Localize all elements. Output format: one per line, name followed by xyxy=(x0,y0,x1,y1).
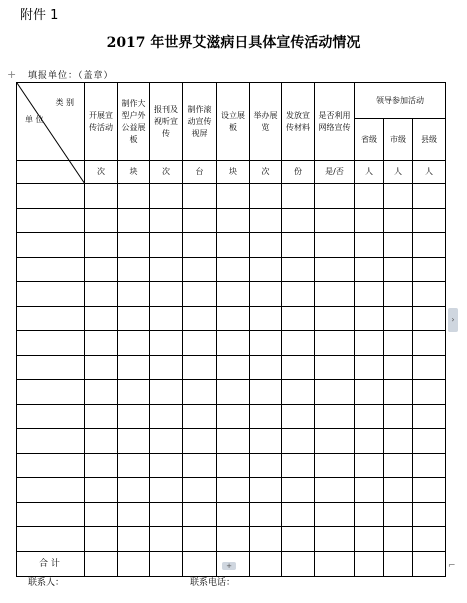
table-cell[interactable] xyxy=(17,380,85,405)
table-cell[interactable] xyxy=(413,502,446,527)
table-cell[interactable] xyxy=(150,429,183,454)
table-cell[interactable] xyxy=(85,380,118,405)
table-cell[interactable] xyxy=(413,257,446,282)
table-cell[interactable] xyxy=(282,453,315,478)
unit-cell: 次 xyxy=(85,161,118,184)
table-cell[interactable] xyxy=(17,429,85,454)
table-cell[interactable] xyxy=(250,380,282,405)
table-cell[interactable] xyxy=(150,331,183,356)
table-row xyxy=(17,233,446,258)
table-cell[interactable] xyxy=(384,306,413,331)
table-cell[interactable] xyxy=(315,331,355,356)
table-cell[interactable] xyxy=(384,282,413,307)
table-cell[interactable] xyxy=(250,282,282,307)
unit-cell: 块 xyxy=(217,161,250,184)
table-cell[interactable] xyxy=(150,306,183,331)
table-cell[interactable] xyxy=(282,429,315,454)
table-cell[interactable] xyxy=(315,282,355,307)
table-row xyxy=(17,429,446,454)
table-cell[interactable] xyxy=(355,478,384,503)
table-cell[interactable] xyxy=(150,453,183,478)
table-cell[interactable] xyxy=(355,331,384,356)
table-cell[interactable] xyxy=(150,355,183,380)
table-cell[interactable] xyxy=(150,551,183,576)
leader-group-header: 领导参加活动 xyxy=(355,83,446,119)
table-cell[interactable] xyxy=(315,453,355,478)
table-cell[interactable] xyxy=(315,208,355,233)
table-cell[interactable] xyxy=(315,380,355,405)
table-cell[interactable] xyxy=(118,257,150,282)
table-cell[interactable] xyxy=(282,478,315,503)
diagonal-line xyxy=(17,83,85,184)
table-cell[interactable] xyxy=(183,208,217,233)
contact-phone-label: 联系电话： xyxy=(190,578,236,588)
table-cell[interactable] xyxy=(315,257,355,282)
table-cell[interactable] xyxy=(17,527,85,552)
table-cell[interactable] xyxy=(17,208,85,233)
table-cell[interactable] xyxy=(17,184,85,209)
table-cell[interactable] xyxy=(118,208,150,233)
table-cell[interactable] xyxy=(355,355,384,380)
table-cell[interactable] xyxy=(413,306,446,331)
table-cell[interactable] xyxy=(85,306,118,331)
contact-person-label: 联系人： xyxy=(28,578,65,588)
table-cell[interactable] xyxy=(250,208,282,233)
table-cell[interactable] xyxy=(282,184,315,209)
table-cell[interactable] xyxy=(217,184,250,209)
table-cell[interactable] xyxy=(384,380,413,405)
table-cell[interactable] xyxy=(118,429,150,454)
table-cell[interactable] xyxy=(384,184,413,209)
table-cell[interactable] xyxy=(85,527,118,552)
table-cell[interactable] xyxy=(384,257,413,282)
document-title: 2017 年世界艾滋病日具体宣传活动情况 xyxy=(106,35,361,51)
table-cell[interactable] xyxy=(150,502,183,527)
table-cell[interactable] xyxy=(217,404,250,429)
table-cell[interactable] xyxy=(355,380,384,405)
table-cell[interactable] xyxy=(183,306,217,331)
table-cell[interactable] xyxy=(413,282,446,307)
unit-cell: 次 xyxy=(150,161,183,184)
table-cell[interactable] xyxy=(17,355,85,380)
table-cell[interactable] xyxy=(183,551,217,576)
attachment-label: 附件 1 xyxy=(20,8,59,23)
table-cell[interactable] xyxy=(250,551,282,576)
table-cell[interactable] xyxy=(384,453,413,478)
table-cell[interactable] xyxy=(217,233,250,258)
table-cell[interactable] xyxy=(384,527,413,552)
table-cell[interactable] xyxy=(384,502,413,527)
table-cell[interactable] xyxy=(384,355,413,380)
table-cell[interactable] xyxy=(250,502,282,527)
table-cell[interactable] xyxy=(183,257,217,282)
col-header: 开展宣传活动 xyxy=(85,83,118,161)
table-cell[interactable] xyxy=(384,429,413,454)
table-row xyxy=(17,478,446,503)
table-row xyxy=(17,257,446,282)
table-cell[interactable] xyxy=(315,429,355,454)
table-cell[interactable] xyxy=(17,282,85,307)
table-cell[interactable] xyxy=(217,453,250,478)
table-cell[interactable] xyxy=(355,257,384,282)
table-cell[interactable] xyxy=(250,306,282,331)
unit-cell: 人 xyxy=(413,161,446,184)
table-cell[interactable] xyxy=(217,478,250,503)
table-cell[interactable] xyxy=(217,527,250,552)
table-cell[interactable] xyxy=(355,184,384,209)
table-cell[interactable] xyxy=(183,184,217,209)
table-cell[interactable] xyxy=(118,478,150,503)
table-cell[interactable] xyxy=(183,331,217,356)
table-cell[interactable] xyxy=(282,380,315,405)
table-cell[interactable] xyxy=(17,257,85,282)
table-cell[interactable] xyxy=(85,331,118,356)
unit-cell: 台 xyxy=(183,161,217,184)
table-cell[interactable] xyxy=(315,184,355,209)
unit-cell: 人 xyxy=(384,161,413,184)
table-cell[interactable] xyxy=(85,551,118,576)
table-cell[interactable] xyxy=(183,282,217,307)
table-cell[interactable] xyxy=(315,551,355,576)
table-cell[interactable] xyxy=(118,502,150,527)
table-cell[interactable] xyxy=(413,184,446,209)
table-row xyxy=(17,527,446,552)
table-cell[interactable] xyxy=(384,551,413,576)
table-cell[interactable] xyxy=(355,453,384,478)
table-cell[interactable] xyxy=(315,306,355,331)
table-cell[interactable] xyxy=(250,453,282,478)
table-cell[interactable] xyxy=(118,184,150,209)
table-cell[interactable] xyxy=(183,502,217,527)
table-row xyxy=(17,502,446,527)
table-cell[interactable] xyxy=(282,551,315,576)
table-cell[interactable] xyxy=(217,306,250,331)
table-cell[interactable] xyxy=(355,429,384,454)
table-cell[interactable] xyxy=(17,502,85,527)
table-cell[interactable] xyxy=(118,527,150,552)
table-row xyxy=(17,184,446,209)
table-cell[interactable] xyxy=(250,429,282,454)
col-header: 报刊及视听宣传 xyxy=(150,83,183,161)
table-cell[interactable] xyxy=(282,331,315,356)
table-cell[interactable] xyxy=(217,380,250,405)
table-cell[interactable] xyxy=(250,257,282,282)
table-cell[interactable] xyxy=(384,208,413,233)
col-header: 举办展览 xyxy=(250,83,282,161)
table-cell[interactable] xyxy=(217,355,250,380)
table-cell[interactable] xyxy=(282,233,315,258)
table-cell[interactable] xyxy=(183,380,217,405)
scroll-bottom-handle[interactable]: + xyxy=(222,562,236,570)
table-cell[interactable] xyxy=(250,404,282,429)
table-row xyxy=(17,380,446,405)
leader-col-header: 县级 xyxy=(413,119,446,161)
leader-col-header: 省级 xyxy=(355,119,384,161)
table-cell[interactable] xyxy=(250,355,282,380)
unit-cell: 是/否 xyxy=(315,161,355,184)
table-cell[interactable] xyxy=(217,282,250,307)
table-row xyxy=(17,331,446,356)
table-cell[interactable] xyxy=(250,478,282,503)
scroll-right-handle[interactable]: › xyxy=(448,308,458,332)
table-row xyxy=(17,355,446,380)
table-cell[interactable] xyxy=(315,404,355,429)
table-cell[interactable] xyxy=(282,208,315,233)
table-cell[interactable] xyxy=(150,208,183,233)
table-cell[interactable] xyxy=(183,233,217,258)
table-cell[interactable] xyxy=(413,453,446,478)
unit-cell: 块 xyxy=(118,161,150,184)
table-cell[interactable] xyxy=(413,527,446,552)
table-cell[interactable] xyxy=(150,380,183,405)
table-cell[interactable] xyxy=(118,404,150,429)
table-cell[interactable] xyxy=(150,184,183,209)
table-cell[interactable] xyxy=(118,355,150,380)
table-cell[interactable] xyxy=(384,478,413,503)
table-row xyxy=(17,282,446,307)
table-cell[interactable] xyxy=(17,404,85,429)
table-cell[interactable] xyxy=(183,478,217,503)
table-cell[interactable] xyxy=(413,380,446,405)
table-cell[interactable] xyxy=(118,233,150,258)
table-cell[interactable] xyxy=(250,233,282,258)
total-label: 合 计 xyxy=(17,551,85,576)
table-cell[interactable] xyxy=(413,208,446,233)
reporting-unit-label: 填报单位：（盖章） xyxy=(28,71,114,81)
table-cell[interactable] xyxy=(384,331,413,356)
table-move-handle[interactable]: + xyxy=(7,68,17,81)
leader-col-header: 市级 xyxy=(384,119,413,161)
table-cell[interactable] xyxy=(413,355,446,380)
table-cell[interactable] xyxy=(17,331,85,356)
table-cell[interactable] xyxy=(282,404,315,429)
col-header: 设立展板 xyxy=(217,83,250,161)
table-cell[interactable] xyxy=(85,233,118,258)
resize-corner-icon[interactable]: ⌐ xyxy=(448,561,456,571)
table-cell[interactable] xyxy=(384,404,413,429)
table-cell[interactable] xyxy=(85,429,118,454)
table-cell[interactable] xyxy=(17,233,85,258)
table-cell[interactable] xyxy=(250,331,282,356)
table-cell[interactable] xyxy=(17,478,85,503)
table-cell[interactable] xyxy=(85,257,118,282)
table-cell[interactable] xyxy=(413,233,446,258)
table-cell[interactable] xyxy=(85,404,118,429)
col-header: 是否利用网络宣传 xyxy=(315,83,355,161)
table-cell[interactable] xyxy=(85,208,118,233)
table-cell[interactable] xyxy=(315,233,355,258)
table-cell[interactable] xyxy=(183,453,217,478)
table-row xyxy=(17,453,446,478)
table-cell[interactable] xyxy=(355,502,384,527)
activity-table xyxy=(16,82,446,577)
table-cell[interactable] xyxy=(183,527,217,552)
table-cell[interactable] xyxy=(413,429,446,454)
table-cell[interactable] xyxy=(217,208,250,233)
table-cell[interactable] xyxy=(355,527,384,552)
table-cell[interactable] xyxy=(118,380,150,405)
table-cell[interactable] xyxy=(118,331,150,356)
table-cell[interactable] xyxy=(282,355,315,380)
table-cell[interactable] xyxy=(150,257,183,282)
table-cell[interactable] xyxy=(413,331,446,356)
col-header: 制作大型户外公益展板 xyxy=(118,83,150,161)
table-cell[interactable] xyxy=(355,282,384,307)
table-cell[interactable] xyxy=(85,502,118,527)
table-cell[interactable] xyxy=(355,306,384,331)
table-cell[interactable] xyxy=(315,502,355,527)
col-header: 发放宣传材料 xyxy=(282,83,315,161)
table-cell[interactable] xyxy=(413,404,446,429)
table-cell[interactable] xyxy=(217,429,250,454)
table-cell[interactable] xyxy=(150,233,183,258)
table-cell[interactable] xyxy=(118,453,150,478)
table-cell[interactable] xyxy=(118,551,150,576)
table-cell[interactable] xyxy=(282,502,315,527)
table-cell[interactable] xyxy=(118,306,150,331)
unit-cell: 次 xyxy=(250,161,282,184)
table-cell[interactable] xyxy=(413,551,446,576)
table-cell[interactable] xyxy=(250,184,282,209)
table-cell[interactable] xyxy=(17,453,85,478)
table-cell[interactable] xyxy=(118,282,150,307)
table-cell[interactable] xyxy=(17,306,85,331)
table-cell[interactable] xyxy=(85,184,118,209)
table-cell[interactable] xyxy=(183,429,217,454)
table-cell[interactable] xyxy=(85,478,118,503)
unit-label: 单 位 xyxy=(25,115,44,124)
unit-cell: 人 xyxy=(355,161,384,184)
table-cell[interactable] xyxy=(384,233,413,258)
table-cell[interactable] xyxy=(282,527,315,552)
table-cell[interactable] xyxy=(217,331,250,356)
header-diagonal-cell xyxy=(17,83,85,161)
table-cell[interactable] xyxy=(315,527,355,552)
unit-cell: 份 xyxy=(282,161,315,184)
table-cell[interactable] xyxy=(85,453,118,478)
table-cell[interactable] xyxy=(282,306,315,331)
table-cell[interactable] xyxy=(315,355,355,380)
table-cell[interactable] xyxy=(85,355,118,380)
table-row xyxy=(17,208,446,233)
table-cell[interactable] xyxy=(183,355,217,380)
table-cell[interactable] xyxy=(217,502,250,527)
col-header: 制作滚动宣传视屏 xyxy=(183,83,217,161)
table-cell[interactable] xyxy=(85,282,118,307)
table-cell[interactable] xyxy=(150,404,183,429)
table-cell[interactable] xyxy=(282,282,315,307)
table-cell[interactable] xyxy=(250,527,282,552)
table-cell[interactable] xyxy=(355,551,384,576)
table-cell[interactable] xyxy=(282,257,315,282)
table-cell[interactable] xyxy=(413,478,446,503)
category-label: 类 别 xyxy=(55,98,74,107)
table-cell[interactable] xyxy=(150,527,183,552)
table-cell[interactable] xyxy=(217,257,250,282)
table-cell[interactable] xyxy=(315,478,355,503)
table-cell[interactable] xyxy=(183,404,217,429)
table-cell[interactable] xyxy=(355,404,384,429)
table-cell[interactable] xyxy=(355,208,384,233)
table-cell[interactable] xyxy=(150,478,183,503)
table-row xyxy=(17,306,446,331)
table-cell[interactable] xyxy=(355,233,384,258)
table-cell[interactable] xyxy=(150,282,183,307)
table-row xyxy=(17,404,446,429)
